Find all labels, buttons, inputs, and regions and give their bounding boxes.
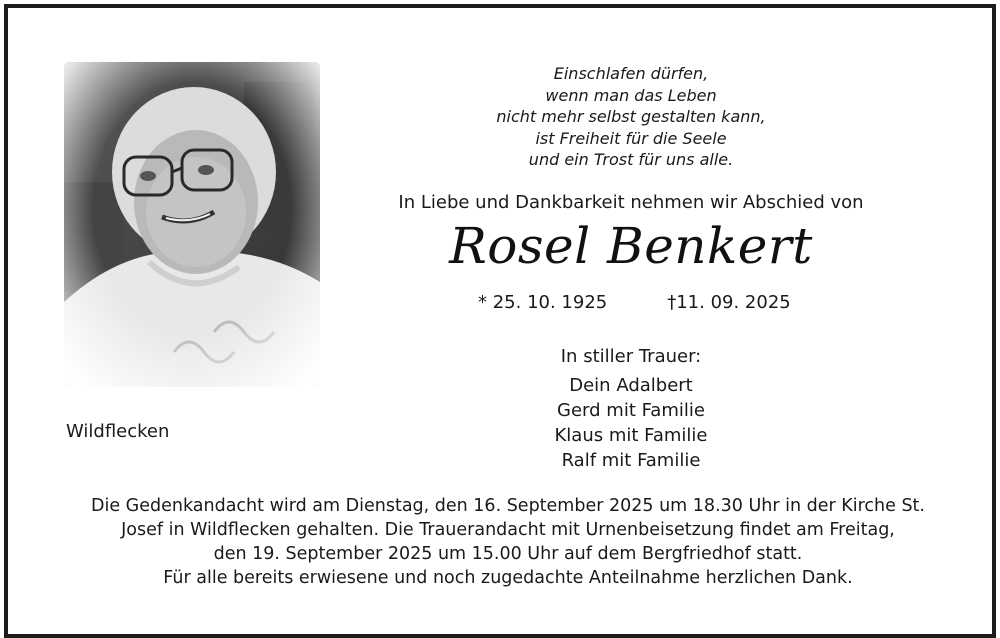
mourners-list <box>481 373 781 473</box>
poem <box>431 63 831 171</box>
service-announcement <box>48 494 968 590</box>
poem-line: wenn man das Leben <box>545 85 717 105</box>
mourner-name: Klaus mit Familie <box>554 425 708 446</box>
announcement-line: den 19. September 2025 um 15.00 Uhr auf dem Bergfriedhof statt. <box>213 544 803 564</box>
death-date: †11. 09. 2025 <box>667 292 791 313</box>
announcement-line: Josef in Wildflecken gehalten. Die Trauerandacht mit Urnenbeisetzung findet am Freitag, <box>121 520 895 540</box>
poem-line: Einschlafen dürfen, <box>553 64 709 83</box>
poem-line: nicht mehr selbst gestalten kann, <box>496 107 766 126</box>
poem-line: und ein Trost für uns alle. <box>528 150 734 169</box>
place-name: Wildflecken <box>66 421 170 442</box>
announcement-line: Für alle bereits erwiesene und noch zugedachte Anteilnahme herzlichen Dank. <box>163 568 853 588</box>
mourner-name: Ralf mit Familie <box>561 450 701 471</box>
announcement-line: Die Gedenkandacht wird am Dienstag, den 16. September 2025 um 18.30 Uhr in der Kirche St. <box>91 496 925 516</box>
mourners-heading: In stiller Trauer: <box>560 346 702 367</box>
deceased-name: Rosel Benkert <box>449 217 813 275</box>
mourner-name: Dein Adalbert <box>569 375 693 396</box>
farewell-intro: In Liebe und Dankbarkeit nehmen wir Abschied von <box>398 192 864 213</box>
birth-date: * 25. 10. 1925 <box>478 292 608 313</box>
mourner-name: Gerd mit Familie <box>557 400 705 421</box>
portrait-photo <box>64 62 320 387</box>
obituary-frame <box>4 4 996 638</box>
poem-line: ist Freiheit für die Seele <box>535 128 727 148</box>
life-dates <box>478 292 791 313</box>
